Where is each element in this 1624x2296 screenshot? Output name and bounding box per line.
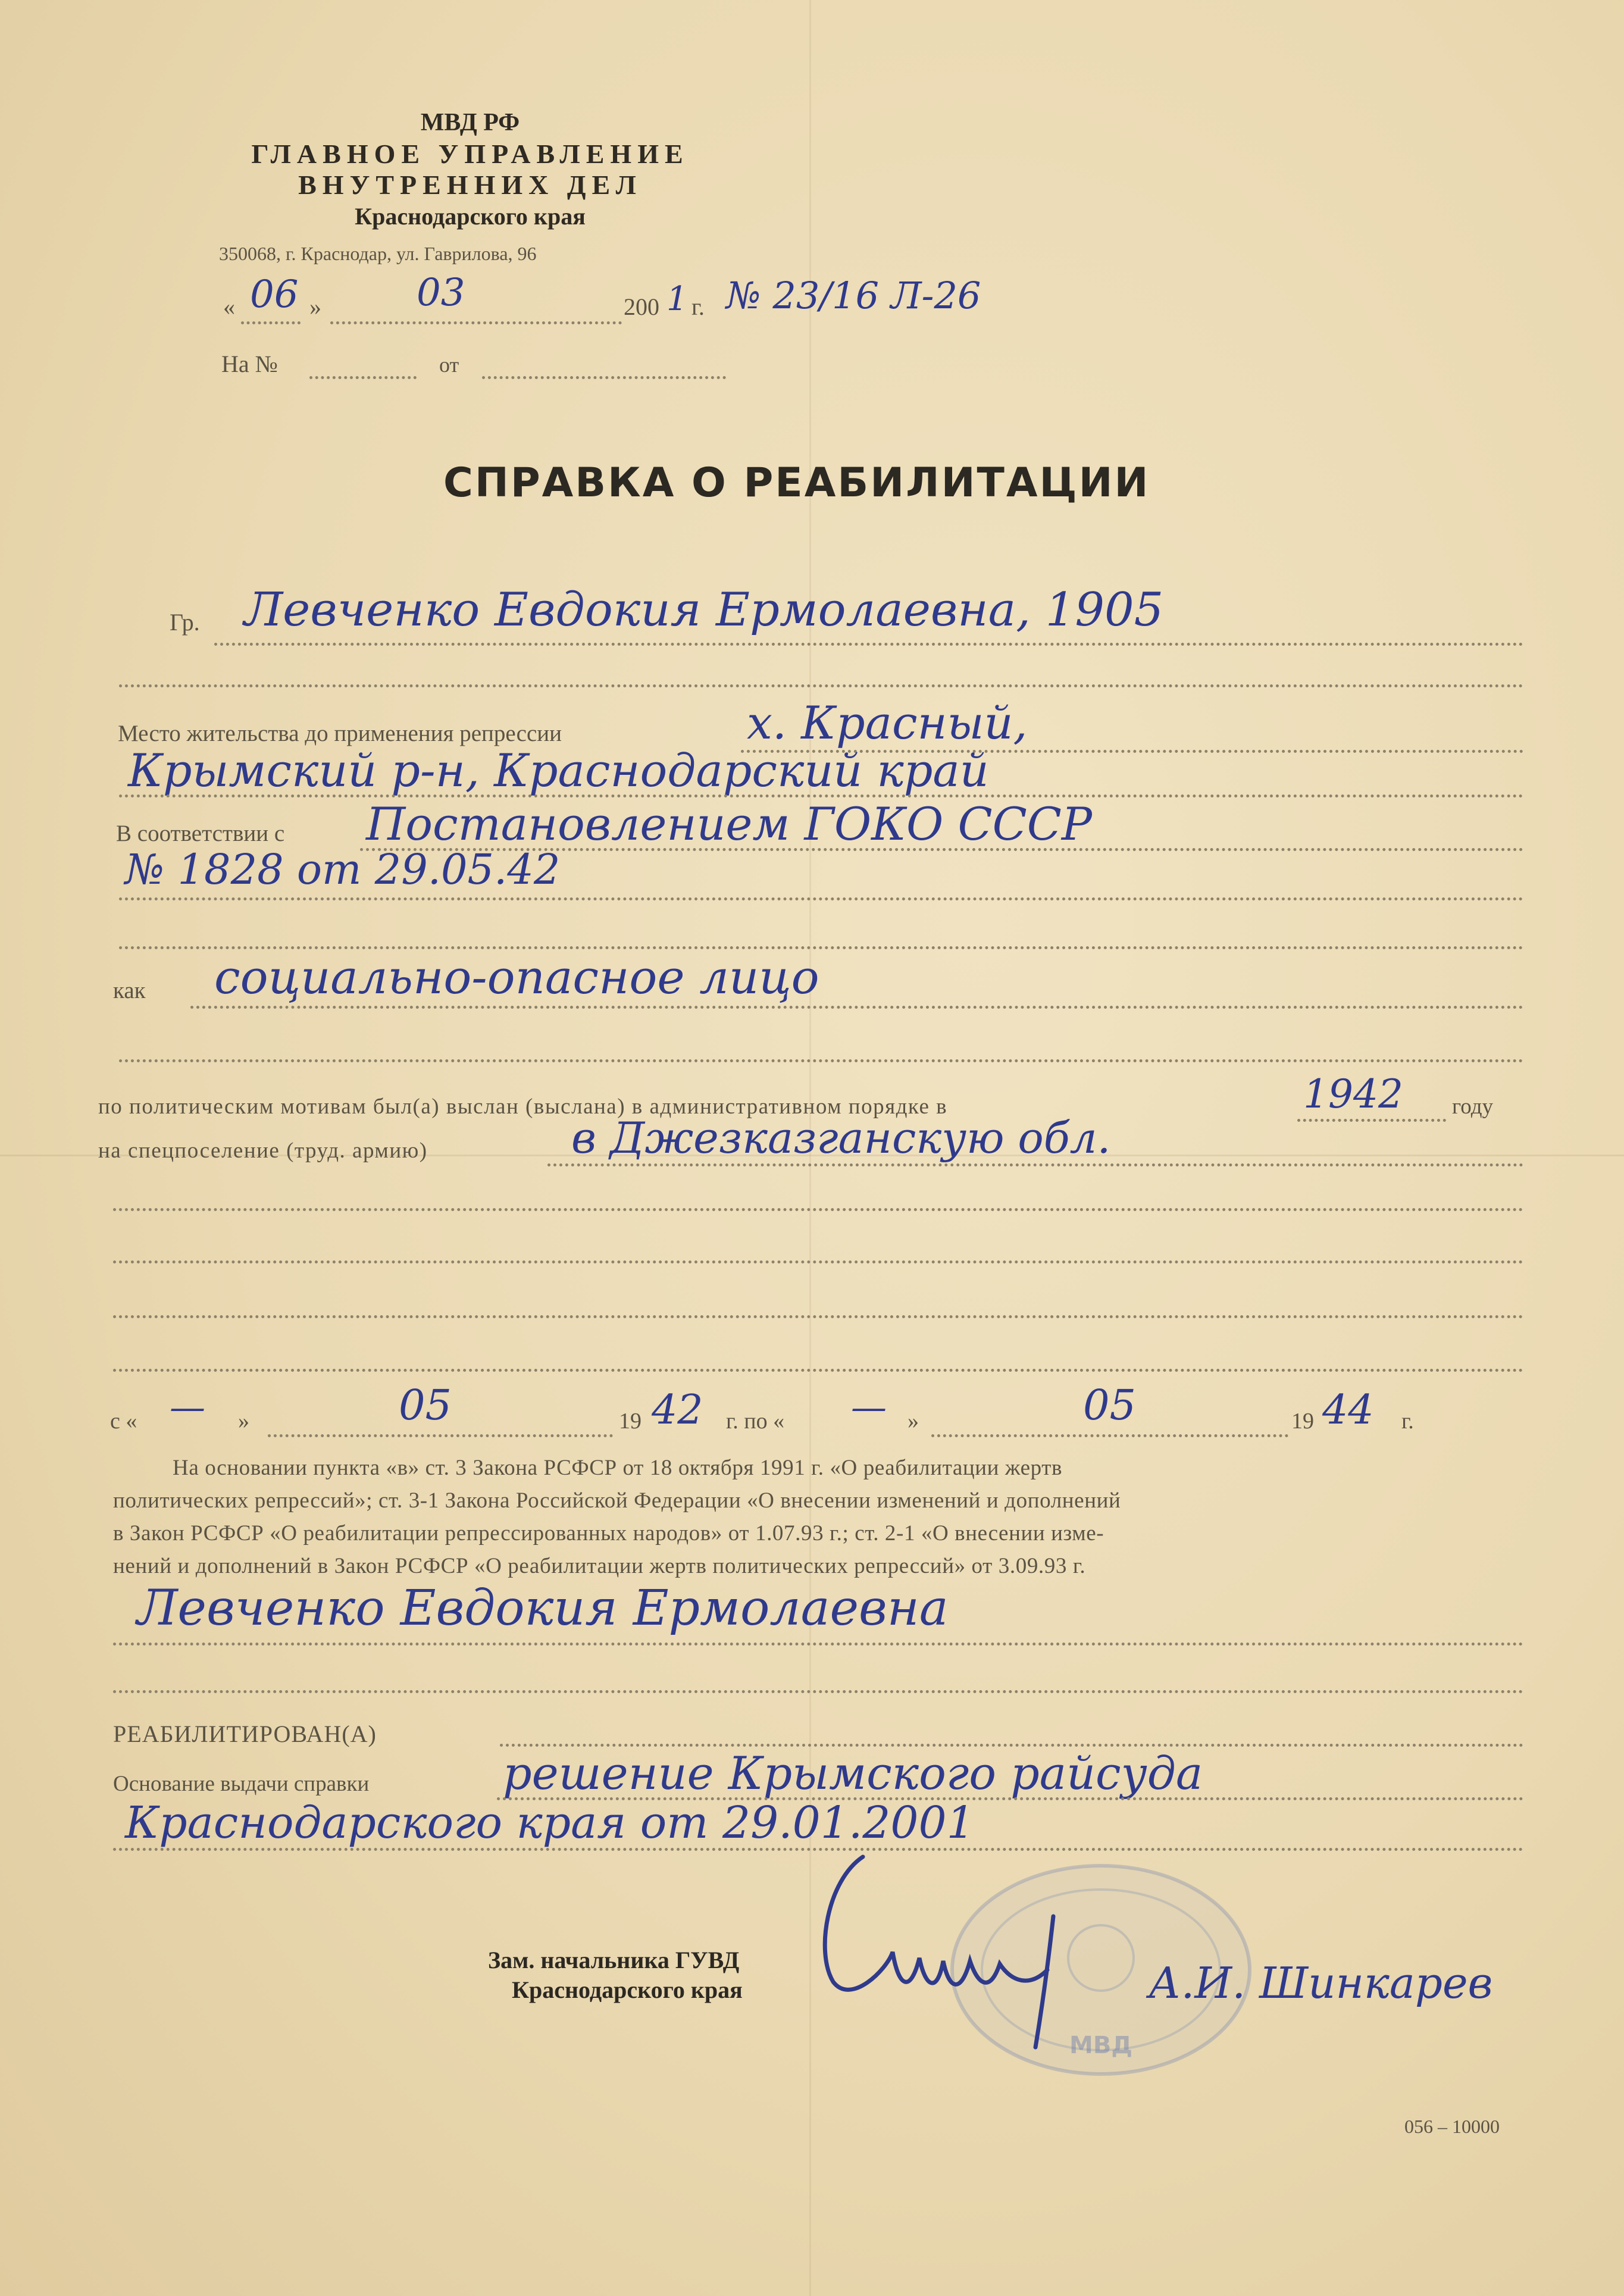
period-from-close-quote: » <box>238 1409 249 1434</box>
ref-number-dotted-line <box>309 376 417 379</box>
issuance-label: Основание выдачи справки <box>113 1772 370 1796</box>
citizen-name: Левченко Евдокия Ермолаевна, 1905 <box>244 583 1164 637</box>
rehabilitated-label: РЕАБИЛИТИРОВАН(А) <box>113 1721 377 1747</box>
period-to-month-dotted-line <box>931 1434 1288 1437</box>
document-title: СПРАВКА О РЕАБИЛИТАЦИИ <box>443 459 1150 506</box>
residence-value-2: Крымский р-н, Краснодарский край <box>128 744 989 797</box>
signatory-position-line-1: Зам. начальника ГУВД <box>488 1947 740 1973</box>
header-internal-affairs: ВНУТРЕННИХ ДЕЛ <box>298 170 642 200</box>
citizen-dotted-line <box>214 643 1523 646</box>
period-to-day: — <box>851 1387 887 1428</box>
exile-year-suffix: году <box>1452 1094 1494 1119</box>
period-to-century: 19 <box>1291 1409 1314 1434</box>
date-day: 06 <box>250 273 299 317</box>
stamp-text: МВД <box>1069 2032 1132 2059</box>
basis-text-line-1: На основании пункта «в» ст. 3 Закона РСФСР от 18 октября 1991 г. «О реабилитации жертв <box>173 1456 1063 1480</box>
header-main-directorate: ГЛАВНОЕ УПРАВЛЕНИЕ <box>251 139 689 169</box>
period-to-month: 05 <box>1083 1381 1137 1429</box>
accordance-dotted-line-2 <box>119 897 1523 900</box>
date-year-suffix: 1 <box>667 280 688 318</box>
period-end-g: г. <box>1401 1409 1414 1434</box>
date-g: г. <box>691 293 705 320</box>
date-month: 03 <box>417 271 465 315</box>
day-dotted-line <box>241 321 301 324</box>
accordance-label: В соответствии с <box>116 821 285 846</box>
exile-dotted-line-3 <box>113 1260 1523 1263</box>
accordance-dotted-line-3 <box>119 946 1523 949</box>
citizen-label: Гр. <box>170 609 200 636</box>
exile-place: в Джезказганскую обл. <box>571 1113 1111 1163</box>
document-number: № 23/16 Л-26 <box>726 274 981 317</box>
period-to-label: г. по « <box>726 1409 785 1434</box>
exile-text: по политическим мотивам был(а) выслан (выслана) в административном порядке в <box>98 1094 948 1119</box>
accordance-value-2: № 1828 от 29.05.42 <box>125 845 561 894</box>
exile-place-dotted-line <box>547 1163 1523 1166</box>
residence-value-1: х. Красный, <box>747 696 1028 749</box>
ref-date-dotted-line <box>482 376 726 379</box>
period-from-day: — <box>170 1387 205 1428</box>
accordance-value-1: Постановлением ГОКО СССР <box>366 797 1093 850</box>
rehab-name-dotted-line <box>113 1643 1523 1646</box>
date-year-prefix: 200 <box>624 293 659 320</box>
citizen-dotted-line-2 <box>119 684 1523 687</box>
period-from-label: с « <box>110 1409 137 1434</box>
rehabilitated-person-name: Левченко Евдокия Ермолаевна <box>137 1580 949 1637</box>
exile-special-settlement-label: на спецпоселение (труд. армию) <box>98 1138 428 1163</box>
basis-text-line-3: в Закон РСФСР «О реабилитации репрессированных народов» от 1.07.93 г.; ст. 2-1 «О внесении изме- <box>113 1521 1104 1546</box>
issuance-value-2: Краснодарского края от 29.01.2001 <box>125 1797 975 1848</box>
as-whom-dotted-line-2 <box>119 1059 1523 1062</box>
header-address: 350068, г. Краснодар, ул. Гаврилова, 96 <box>219 243 537 264</box>
month-dotted-line <box>330 321 622 324</box>
exile-dotted-line-5 <box>113 1369 1523 1372</box>
period-from-month: 05 <box>399 1381 452 1429</box>
ref-number-label: На № <box>221 351 278 377</box>
period-from-century: 19 <box>619 1409 642 1434</box>
date-close-quote: » <box>309 293 321 320</box>
as-whom-dotted-line <box>190 1006 1523 1009</box>
signatory-position-line-2: Краснодарского края <box>512 1976 743 2003</box>
residence-label: Место жительства до применения репрессии <box>118 721 562 746</box>
header-region: Краснодарского края <box>355 203 586 230</box>
period-to-close-quote: » <box>908 1409 919 1434</box>
rehab-name-dotted-line-2 <box>113 1690 1523 1693</box>
date-open-quote: « <box>223 293 235 320</box>
header-ministry: МВД РФ <box>420 109 520 136</box>
form-code: 056 – 10000 <box>1404 2116 1500 2137</box>
ref-date-label: от <box>439 353 459 377</box>
issuance-value-1: решение Крымского райсуда <box>503 1747 1203 1800</box>
as-whom-label: как <box>113 978 146 1003</box>
period-from-year: 42 <box>652 1387 703 1434</box>
basis-text-line-2: политических репрессий»; ст. 3-1 Закона Российской Федерации «О внесении изменений и дополнений <box>113 1488 1121 1513</box>
period-from-month-dotted-line <box>268 1434 613 1437</box>
signer-name: А.И. Шинкарев <box>1149 1958 1493 2008</box>
as-whom-value: социально-опасное лицо <box>214 951 819 1005</box>
exile-dotted-line-4 <box>113 1315 1523 1318</box>
basis-text-line-4: нений и дополнений в Закон РСФСР «О реабилитации жертв политических репрессий» от 3.09.93 г. <box>113 1554 1086 1578</box>
exile-year: 1942 <box>1303 1071 1403 1117</box>
period-to-year: 44 <box>1322 1387 1374 1434</box>
exile-dotted-line-2 <box>113 1208 1523 1211</box>
handwritten-signature <box>791 1833 1125 2059</box>
exile-year-dotted-line <box>1297 1119 1446 1122</box>
